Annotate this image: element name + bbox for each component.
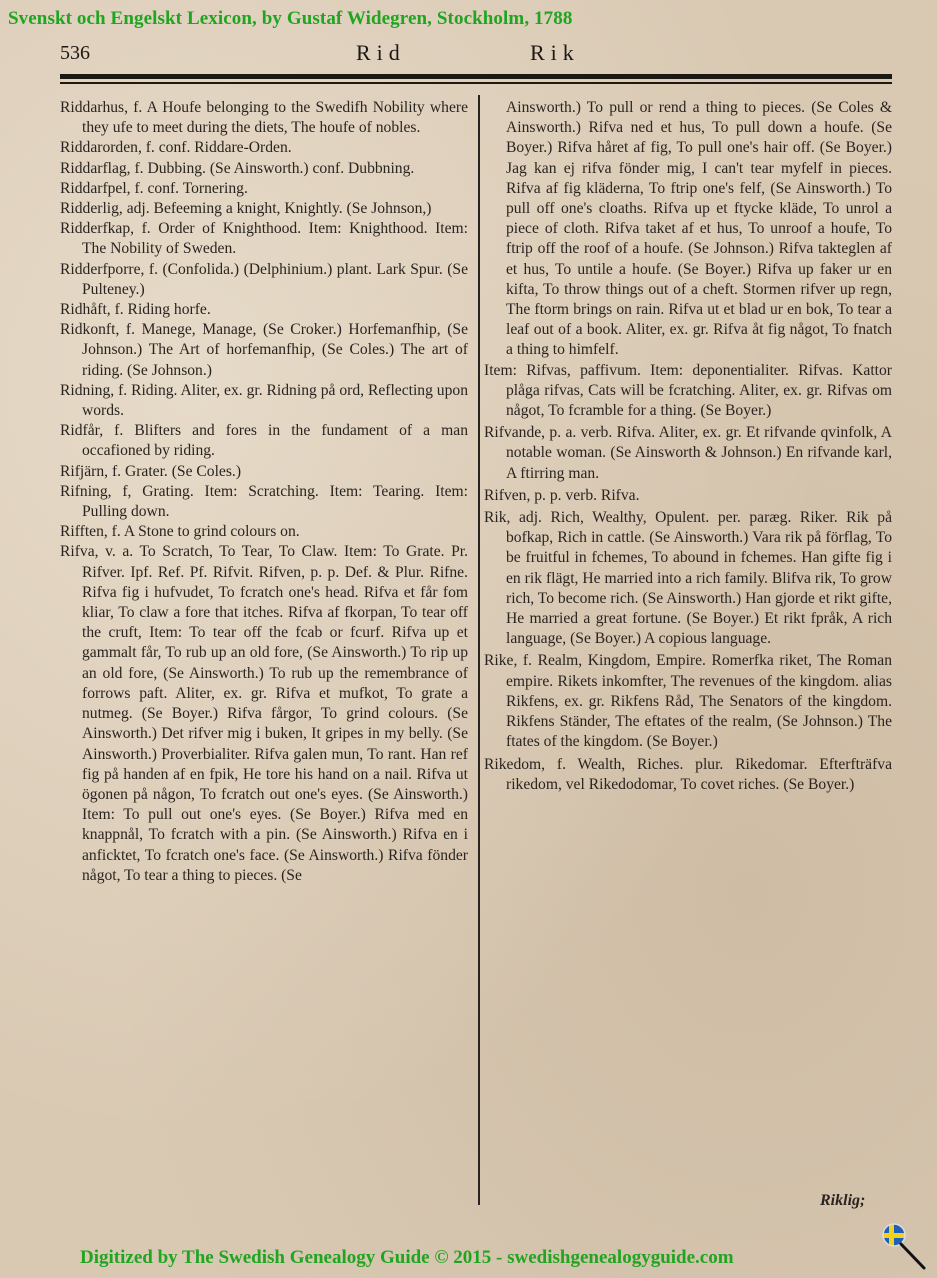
catchword: Riklig; <box>820 1192 866 1209</box>
dictionary-entry: Ridfår, f. Blifters and fores in the fundament of a man occafioned by riding. <box>60 422 468 460</box>
dictionary-entry: Riddarfpel, f. conf. Tornering. <box>60 179 248 197</box>
running-head-right: Rik <box>530 40 580 65</box>
dictionary-entry: Rike, f. Realm, Kingdom, Empire. Romerfka riket, The Roman empire. Rikets inkomfter, The revenues of the kingdom. alias Rikfens, ex. gr. Rikfens Råd, The Senators of the kingdom. Rikfens Ständer, The eftates of the realm, (Se Johnson.) The ftates of the kingdom. (Se Boyer.) <box>484 652 892 751</box>
dictionary-entry: Riddarhus, f. A Houfe belonging to the Swedifh Nobility where they ufe to meet during the diets, The houfe of nobles. <box>60 99 468 137</box>
page-number: 536 <box>60 42 90 64</box>
dictionary-entry: Ridderlig, adj. Befeeming a knight, Knightly. (Se Johnson,) <box>60 200 432 218</box>
dictionary-entry: Ridderfporre, f. (Confolida.) (Delphinium.) plant. Lark Spur. (Se Pulteney.) <box>60 260 468 298</box>
source-banner: Svenskt och Engelskt Lexicon, by Gustaf Widegren, Stockholm, 1788 <box>8 8 573 29</box>
dictionary-entry: Ridkonft, f. Manege, Manage, (Se Croker.) Horfemanfhip, (Se Johnson.) The Art of horfemanfhip, (Se Coles.) The art of riding. (Se Johnson.) <box>60 321 468 379</box>
dictionary-entry: Rifven, p. p. verb. Rifva. <box>484 486 640 504</box>
dictionary-entry: Ridhåft, f. Riding horfe. <box>60 301 211 319</box>
dictionary-entry: Rifning, f, Grating. Item: Scratching. Item: Tearing. Item: Pulling down. <box>60 482 468 521</box>
dictionary-entry: Rik, adj. Rich, Wealthy, Opulent. per. paræg. Riker. Rik på bofkap, Rich in cattle. (Se Ainsworth.) Vara rik på förflag, To be fruitful in fchemes, To abound in fchemes. Han gifte fig i en rik flägt, He married into a rich family. Blifva rik, To grow rich, To become rich. (Se Ainsworth.) Han gjorde et rikt gifte, He married a great fortune. (Se Boyer.) Et rikt fpråk, A rich language, (Se Boyer.) A copious language. <box>484 509 892 648</box>
running-head-left: Rid <box>356 40 406 65</box>
dictionary-entry: Rifjärn, f. Grater. (Se Coles.) <box>60 462 242 480</box>
dictionary-entry: Rikedom, f. Wealth, Riches. plur. Rikedomar. Efterfträfva rikedom, vel Rikedodomar, To covet riches. (Se Boyer.) <box>484 755 892 793</box>
right-column <box>484 98 892 795</box>
left-column <box>60 98 468 886</box>
dictionary-entry: Rifva, v. a. To Scratch, To Tear, To Claw. Item: To Grate. Pr. Rifver. Ipf. Ref. Pf. Rifvit. Rifven, p. p. Def. & Plur. Rifne. Rifva fig i hufvudet, To fcratch one's head. Rifva et får fom kliar, To claw a fore that itches. Rifva af fkorpan, To tear off the cruft, Item: To tear off the fcab or fcurf. Rifva up et gammalt får, To rub up an old fore, (Se Ainsworth.) To rip up an old fore, (Se Ainsworth.) To rub up the remembrance of forrows paft. Aliter, ex. gr. Rifva et mufkot, To grate a nutmeg. (Se Boyer.) Rifva fårgor, To grind colours. (Se Ainsworth.) Det rifver mig i buken, It gripes in my belly. (Se Ainsworth.) Proverbialiter. Rifva galen mun, To rant. Han ref fig på handen af en fpik, He tore his hand on a nail. Rifva ut ögonen på någon, To fcratch out one's eyes. (Se Ainsworth.) Item: To pull out one's eyes. (Se Boyer.) Rifva med en knappnål, To fcratch with a pin. (Se Ainsworth.) Rifva en i anficktet, To fcratch one's face. (Se Ainsworth.) Rifva fönder något, To tear a thing to pieces. (Se <box>60 543 468 884</box>
dictionary-entry: Riddarorden, f. conf. Riddare-Orden. <box>60 139 292 157</box>
dictionary-entry: Rifvande, p. a. verb. Rifva. Aliter, ex. gr. Et rifvande qvinfolk, A notable woman. (Se Ainsworth & Johnson.) En rifvande karl, A ftirring man. <box>484 424 892 482</box>
magnifier-swedish-flag-icon <box>880 1222 932 1272</box>
dictionary-entry: Ridning, f. Riding. Aliter, ex. gr. Ridning på ord, Reflecting upon words. <box>60 381 468 420</box>
dictionary-entry: Rifften, f. A Stone to grind colours on. <box>60 523 300 541</box>
digitized-footer: Digitized by The Swedish Genealogy Guide © 2015 - swedishgenealogyguide.com <box>80 1247 734 1268</box>
header-rule-thin <box>60 82 892 84</box>
column-divider <box>478 95 480 1205</box>
dictionary-entry: Riddarflag, f. Dubbing. (Se Ainsworth.) conf. Dubbning. <box>60 159 415 177</box>
dictionary-entry-continued: Ainsworth.) To pull or rend a thing to pieces. (Se Coles & Ainsworth.) Rifva ned et hus, To pull down a houfe. (Se Boyer.) Rifva håret af fig, To pull one's hair off. (Se Boyer.) Jag kan ej rifva fönder mig, I can't tear myfelf in pieces. Rifva af fig kläderna, To ftrip one's felf, (Se Ainsworth.) To pull off one's cloaths. Rifva up et ftycke kläde, To unrol a piece of cloth. Rifva taket af et hus, To unroof a houfe, To ftrip off the roof of a houfe. (Se Johnson.) Rifva takteglen af et hus, To untile a houfe. (Se Boyer.) Rifva up faker ur en kifta, To throw things out of a cheft. Stormen rifver up regn, The ftorm brings on rain. Rifva ut et blad ur en bok, To tear a leaf out of a book. Aliter, ex. gr. Rifva åt fig något, To fnatch a thing to himfelf. <box>506 99 892 359</box>
header-rule <box>60 74 892 79</box>
dictionary-entry: Ridderfkap, f. Order of Knighthood. Item: Knighthood. Item: The Nobility of Sweden. <box>60 220 468 258</box>
dictionary-entry: Item: Rifvas, paffivum. Item: deponentialiter. Rifvas. Kattor plåga rifvas, Cats will be fcratching. Aliter, ex. gr. Rifvas om något, To fcramble for a thing. (Se Boyer.) <box>484 361 892 420</box>
